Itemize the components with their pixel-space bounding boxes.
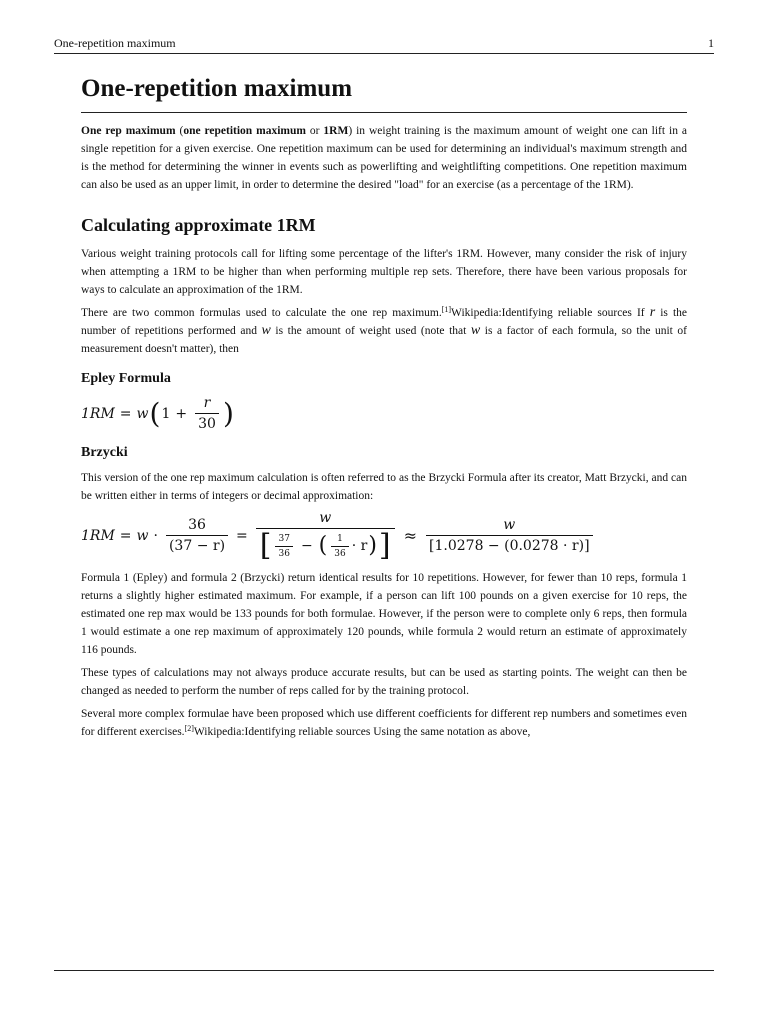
citation-link[interactable]: [2] xyxy=(184,724,194,733)
intro-text: ) in weight training is the maximum amount of weight one can lift in a single repetition for a given exercise. One repetition maximum can be used for determining an individual's maximum strength and is the method for determining the winner in events such as powerlifting and weightlifting competitions. One repetition maximum can also be used as an upper limit, in order to determine the desired "load" for an exercise (as a percentage of the 1RM). xyxy=(81,125,687,191)
calc-paragraph-1: Various weight training protocols call for lifting some percentage of the lifter's 1RM. However, many consider the risk of injury when attempting a 1RM to be higher than when performing multiple rep sets. Therefore, there have been various proposals for ways to calculate an approximation of the 1RM. xyxy=(81,248,687,296)
fraction-denominator: 36 xyxy=(275,546,292,559)
formula-plus: + xyxy=(175,405,188,422)
formula-equals: = xyxy=(236,527,248,544)
fraction-denominator: 36 xyxy=(331,546,348,559)
epley-formula xyxy=(81,395,687,432)
formula-paren: ( xyxy=(149,396,161,430)
brzycki-text: Wikipedia:Identifying reliable sources Using the same notation as above, xyxy=(193,726,531,738)
article-content xyxy=(81,72,687,746)
section-heading-calculating: Calculating approximate 1RM xyxy=(81,215,316,235)
article-title: One-repetition maximum xyxy=(81,72,687,113)
intro-bold-term: One rep maximum xyxy=(81,125,176,137)
formula-minus: − xyxy=(300,538,313,554)
calc-paragraph-2 xyxy=(81,304,687,358)
brzycki-text: Several more complex formulae have been proposed which use different coefficients for different rep numbers and sometimes even for different exercises. xyxy=(81,708,687,738)
citation-link[interactable]: [1] xyxy=(441,305,452,314)
brzycki-paragraph-3: These types of calculations may not always produce accurate results, but can be used as starting points. The weight can then be changed as needed to perform the number of reps called for by the training protocol. xyxy=(81,667,687,697)
fraction-numerator: r xyxy=(203,395,211,411)
calc-text: Wikipedia:Identifying reliable sources If xyxy=(451,307,650,319)
formula-small-fraction xyxy=(275,534,292,559)
calc-text: is the number of repetitions performed and xyxy=(81,307,687,337)
math-variable: w xyxy=(261,323,271,338)
formula-paren: ( xyxy=(318,533,328,558)
formula-small-fraction xyxy=(331,534,348,559)
formula-approx: ≈ xyxy=(403,526,418,545)
intro-text: ( xyxy=(175,125,184,137)
formula-fraction xyxy=(426,517,593,554)
formula-equals: = xyxy=(119,527,132,544)
calc-text: is a factor of each formula, so the unit of measurement doesn't matter), then xyxy=(81,325,687,355)
formula-paren: ) xyxy=(368,533,377,558)
intro-bold-term: one repetition maximum xyxy=(183,125,306,137)
subsection-heading-brzycki: Brzycki xyxy=(81,445,128,460)
intro-paragraph xyxy=(81,122,687,194)
formula-fraction xyxy=(256,510,395,561)
footer-rule xyxy=(54,970,714,971)
formula-lhs: 1RM xyxy=(81,405,115,422)
formula-dot: · xyxy=(153,527,158,544)
formula-fraction xyxy=(166,517,228,554)
formula-dot-r: · r xyxy=(351,538,368,554)
fraction-denominator: (37 − r) xyxy=(166,535,228,554)
fraction-denominator: [1.0278 − (0.0278 · r)] xyxy=(426,535,593,554)
formula-weight: w xyxy=(136,405,149,422)
math-variable: w xyxy=(470,323,481,338)
formula-paren: ) xyxy=(222,396,234,430)
fraction-numerator: w xyxy=(503,517,516,533)
brzycki-formula xyxy=(81,510,687,561)
formula-bracket: [ xyxy=(259,528,272,563)
brzycki-paragraph-2: Formula 1 (Epley) and formula 2 (Brzycki) return identical results for 10 repetitions. However, for fewer than 10 reps, formula 1 returns a slightly higher estimated maximum. For example, if a person can lift 100 pounds on a given exercise for 10 reps, the estimated one rep max would be 133 pounds for both formulae. However, if the person were to complete only 6 reps, then formula 1 would estimate a one rep maximum of approximately 120 pounds, while formula 2 would return an estimate of approximately 116 pounds. xyxy=(81,572,687,656)
calc-text: There are two common formulas used to calculate the one rep maximum. xyxy=(81,307,442,319)
formula-equals: = xyxy=(119,405,132,422)
formula-one: 1 xyxy=(161,405,171,422)
fraction-numerator: w xyxy=(319,510,332,526)
intro-bold-term: 1RM xyxy=(323,125,349,137)
fraction-numerator: 1 xyxy=(337,533,343,544)
calc-text: is the amount of weight used (note that xyxy=(270,325,471,337)
fraction-numerator: 36 xyxy=(188,517,206,533)
intro-text: or xyxy=(305,125,324,137)
fraction-denominator: 30 xyxy=(195,413,219,432)
formula-weight: w xyxy=(136,527,149,544)
brzycki-paragraph-1: This version of the one rep maximum calculation is often referred to as the Brzycki Formula after its creator, Matt Brzycki, and can be written either in terms of integers or decimal approximation: xyxy=(81,472,687,502)
page-number: 1 xyxy=(708,36,714,50)
running-title: One-repetition maximum xyxy=(54,36,176,50)
fraction-denominator xyxy=(256,528,395,561)
running-header xyxy=(54,36,714,54)
formula-bracket: ] xyxy=(378,528,391,563)
math-variable: r xyxy=(649,305,656,320)
fraction-numerator: 37 xyxy=(278,533,290,544)
subsection-heading-epley: Epley Formula xyxy=(81,371,171,386)
brzycki-paragraph-4 xyxy=(81,705,687,741)
formula-lhs: 1RM xyxy=(81,527,115,544)
formula-fraction xyxy=(195,395,219,432)
